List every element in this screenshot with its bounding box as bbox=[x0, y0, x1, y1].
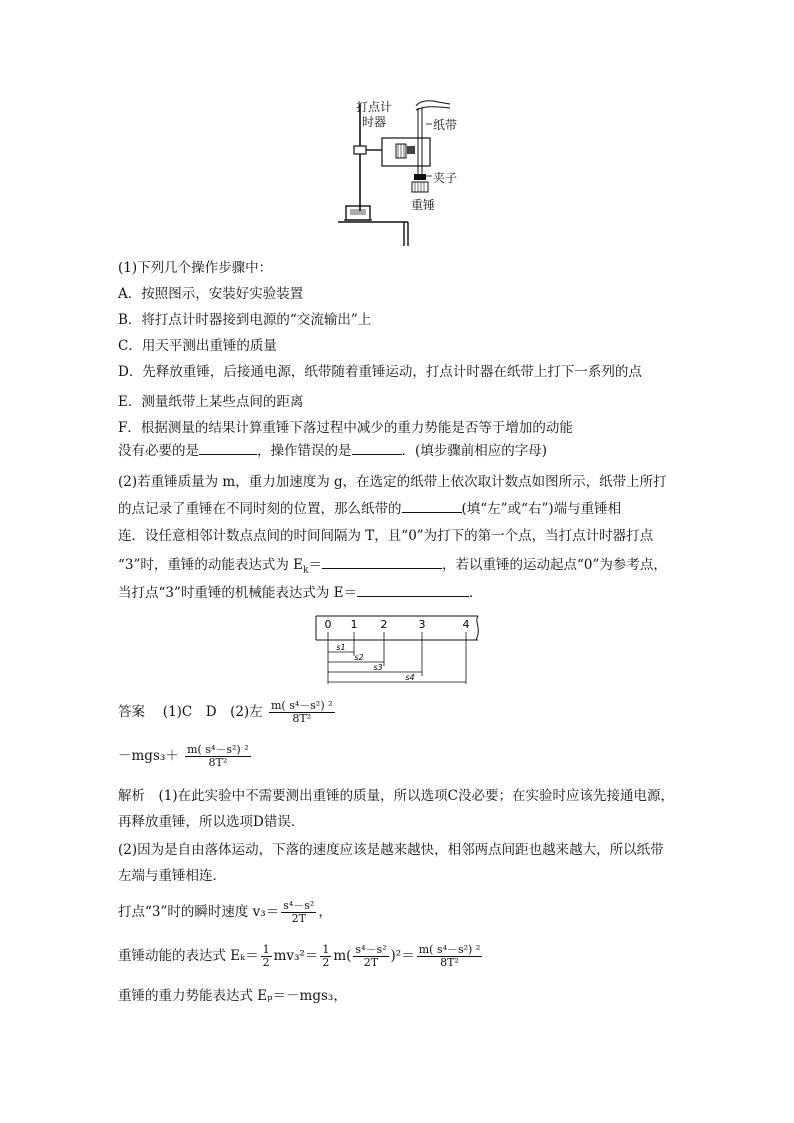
blank-wrong[interactable] bbox=[352, 440, 402, 455]
half-fraction-1: $\frac{1}{2}$ bbox=[262, 943, 270, 969]
q2-line-4: “3”时，重锤的动能表达式为 $E_k=$ ，若以重锤的运动起点“0”为参考点， bbox=[118, 554, 667, 581]
tape-seg-4: s4 bbox=[405, 673, 415, 682]
analysis-label: 解析 bbox=[118, 788, 145, 804]
analysis-line-2: 再释放重锤，所以选项D错误． bbox=[118, 814, 305, 830]
tape-figure bbox=[314, 614, 484, 688]
blank-mechanical[interactable] bbox=[357, 582, 469, 597]
tape-seg-2: s2 bbox=[354, 653, 364, 662]
analysis-kinetic: 重锤动能的表达式 Eₖ＝ $\frac{1}{2}$ mv₃²＝ $\frac{1}{2}$ m( $\frac{\text{s⁴－s²}}{2T}$ )²＝ $\frac{\text{m( s⁴－s²) ²}}{\text{8T²}}$ bbox=[118, 943, 481, 969]
q1-option-a: A．按照图示，安装好实验装置 bbox=[118, 286, 304, 302]
tape-point-0: 0 bbox=[324, 618, 332, 631]
tape-point-3: 3 bbox=[418, 618, 426, 631]
answer-label: 答案 bbox=[118, 704, 145, 720]
q2-line-5: 当打点“3”时重锤的机械能表达式为 E＝ ． bbox=[118, 582, 483, 603]
label-weight: 重锤 bbox=[411, 198, 436, 212]
analysis-line-3: (2)因为是自由落体运动，下落的速度应该是越来越快，相邻两点间距也越来越大，所以纸带 bbox=[118, 842, 664, 858]
analysis-velocity: 打点“3”时的瞬时速度 v₃＝ $\frac{\text{s⁴－s²}}{2T}$ ， bbox=[118, 899, 332, 925]
q1-option-b: B．将打点计时器接到电源的“交流输出”上 bbox=[118, 312, 372, 328]
answer-line-1: 答案 (1)C D (2)左 $\frac{\text{m( s⁴－s²) ²}}{\text{8T²}}$ bbox=[118, 699, 333, 725]
half-fraction-2: $\frac{1}{2}$ bbox=[322, 943, 330, 969]
q1-ask: 没有必要的是 ，操作错误的是 ．(填步骤前相应的字母) bbox=[118, 440, 547, 461]
analysis-line-4: 左端与重锤相连． bbox=[118, 868, 226, 884]
tape-seg-1: s1 bbox=[336, 643, 346, 652]
q1-option-f: F．根据测量的结果计算重锤下落过程中减少的重力势能是否等于增加的动能 bbox=[118, 420, 573, 436]
label-timer-2: 时器 bbox=[362, 115, 387, 129]
velocity-fraction-2: $\frac{\text{s⁴－s²}}{2T}$ bbox=[355, 943, 387, 969]
velocity-fraction: $\frac{\text{s⁴－s²}}{2T}$ bbox=[283, 899, 315, 925]
q2-line-3: 连．设任意相邻计数点点间的时间间隔为 T，且“0”为打下的第一个点，当打点计时器打点 bbox=[118, 528, 654, 544]
analysis-potential: 重锤的重力势能表达式 Eₚ＝－mgs₃， bbox=[118, 988, 347, 1004]
tape-points bbox=[325, 618, 470, 631]
tape-point-4: 4 bbox=[462, 618, 470, 631]
blank-kinetic[interactable] bbox=[322, 554, 442, 569]
q2-line-2: 的点记录了重锤在不同时刻的位置，那么纸带的 (填“左”或“右”)端与重锤相 bbox=[118, 498, 621, 519]
label-timer-1: 打点计 bbox=[356, 100, 393, 114]
label-tape: 纸带 bbox=[433, 118, 458, 132]
label-clip: 夹子 bbox=[433, 171, 458, 185]
tape-point-1: 1 bbox=[350, 618, 358, 631]
q1-option-e: E．测量纸带上某些点间的距离 bbox=[118, 394, 304, 410]
q2-line-1: (2)若重锤质量为 m，重力加速度为 g，在选定的纸带上依次取计数点如图所示，纸带上所打 bbox=[118, 474, 667, 490]
analysis-line-1: 解析 (1)在此实验中不需要测出重锤的质量，所以选项C没必要；在实验时应该先接通电源， bbox=[118, 788, 674, 804]
answer-fraction-1: $\frac{\text{m( s⁴－s²) ²}}{\text{8T²}}$ bbox=[271, 699, 333, 725]
blank-unnecessary[interactable] bbox=[199, 440, 257, 455]
blank-tape-end[interactable] bbox=[402, 498, 462, 513]
kinetic-final-fraction: $\frac{\text{m( s⁴－s²) ²}}{\text{8T²}}$ bbox=[418, 943, 481, 969]
q1-option-c: C．用天平测出重锤的质量 bbox=[118, 338, 277, 354]
tape-seg-3: s3 bbox=[373, 663, 383, 672]
q1-intro: (1)下列几个操作步骤中： bbox=[118, 260, 273, 276]
q1-option-d: D．先释放重锤，后接通电源，纸带随着重锤运动，打点计时器在纸带上打下一系列的点 bbox=[118, 364, 642, 380]
tape-point-2: 2 bbox=[380, 618, 388, 631]
answer-fraction-2: $\frac{\text{m( s⁴－s²) ²}}{\text{8T²}}$ bbox=[187, 743, 249, 769]
answer-line-2: －mgs₃＋ $\frac{\text{m( s⁴－s²) ²}}{\text{8T²}}$ bbox=[118, 743, 249, 769]
